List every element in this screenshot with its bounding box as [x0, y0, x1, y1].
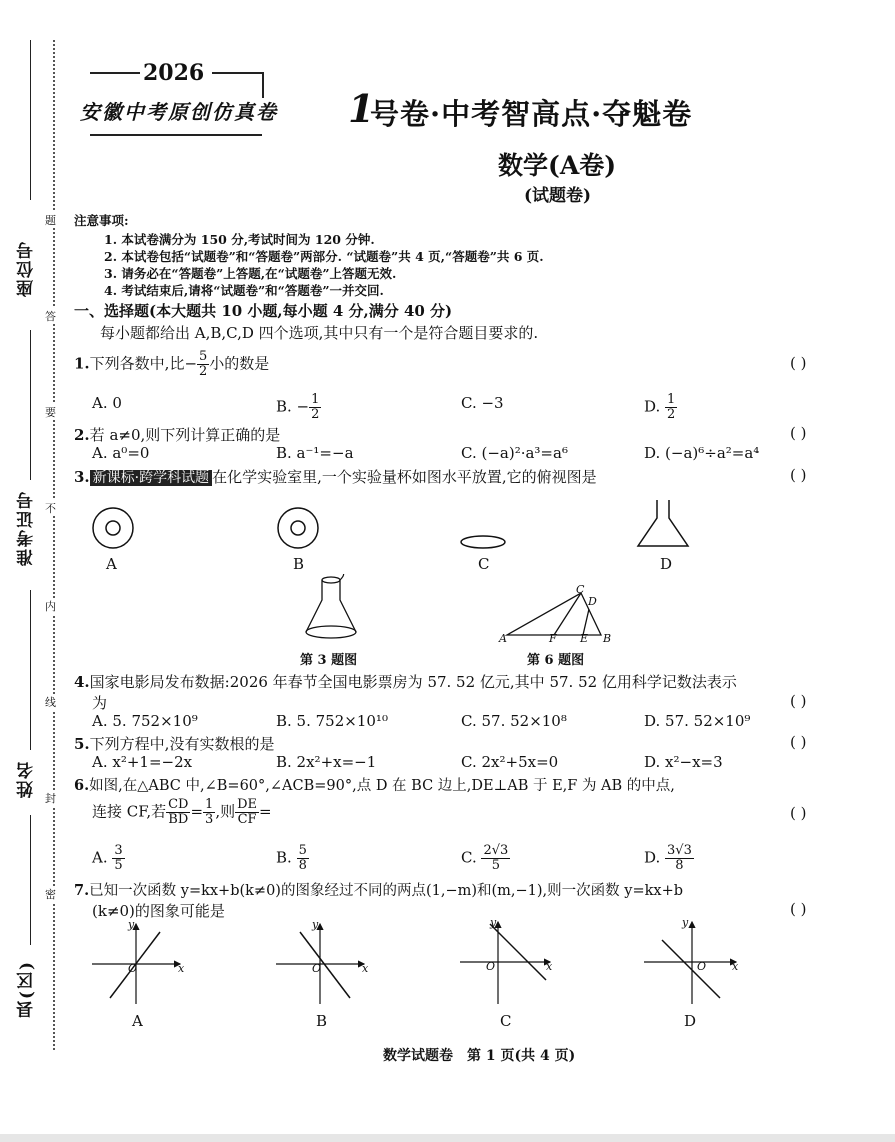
question-6 — [74, 774, 675, 795]
option-c-figure — [461, 536, 505, 548]
question-text: (k≠0)的图象可能是 — [92, 902, 225, 920]
option-c[interactable]: C. 57. 52×10⁸ — [461, 712, 567, 730]
point-label: A — [499, 632, 507, 645]
question-2 — [74, 424, 280, 445]
option-d[interactable]: D. $\frac{1}{2}$ — [644, 392, 676, 422]
page-footer: 数学试题卷 第 1 页(共 4 页) — [383, 1048, 576, 1064]
question-5 — [74, 733, 274, 754]
figure-caption: 第 6 题图 — [527, 653, 585, 668]
question-number: 4. — [74, 673, 90, 691]
answer-paren: ( ) — [790, 692, 807, 710]
answer-paren: ( ) — [790, 900, 807, 918]
axis-y-label: y — [312, 918, 319, 931]
option-c[interactable]: C. 2x²+5x=0 — [461, 753, 559, 771]
axis-x-label: x — [362, 962, 369, 975]
option-a[interactable]: A. x²+1=−2x — [92, 753, 193, 771]
seal-char: 内 — [45, 600, 56, 613]
option-b[interactable]: B. a⁻¹=−a — [276, 444, 354, 462]
option-a[interactable]: A. a⁰=0 — [92, 444, 150, 462]
question-6-line2: 连接 CF,若 $\frac{CD}{BD}$ = $\frac{1}{3}$ ,则 $\frac{DE}{CF}$ = — [92, 797, 272, 827]
question-number: 2. — [74, 426, 90, 444]
option-b-figure — [278, 508, 318, 548]
answer-paren: ( ) — [790, 424, 807, 442]
question-text: 下列各数中,比− — [89, 354, 198, 373]
answer-paren: ( ) — [790, 733, 807, 751]
graph-d — [644, 922, 739, 1004]
notice-item: 3. 请务必在“答题卷”上答题,在“试题卷”上答题无效. — [104, 266, 397, 281]
axis-y-label: y — [128, 918, 135, 931]
bottom-edge — [0, 1134, 895, 1142]
figure-label: C — [500, 1012, 512, 1030]
option-c[interactable]: C. $\frac{2√3}{5}$ — [461, 843, 509, 873]
option-b[interactable]: B. − $\frac{1}{2}$ — [276, 392, 320, 422]
seal-char: 线 — [45, 696, 56, 709]
brand-mark: 1 — [348, 86, 375, 131]
option-c[interactable]: C. −3 — [461, 394, 504, 412]
notice-item: 4. 考试结束后,请将“试题卷”和“答题卷”一并交回. — [104, 283, 384, 298]
answer-paren: ( ) — [790, 804, 807, 822]
seal-char: 密 — [45, 888, 56, 901]
axis-y-label: y — [490, 916, 497, 929]
origin-label: O — [697, 960, 707, 973]
option-c[interactable]: C. (−a)²·a³=a⁶ — [461, 444, 568, 462]
notice-title: 注意事项: — [74, 213, 129, 228]
question-number: 6. — [74, 777, 90, 794]
option-a[interactable]: A. 5. 752×10⁹ — [92, 712, 198, 730]
question-text: 在化学实验室里,一个实验量杯如图水平放置,它的俯视图是 — [212, 468, 597, 486]
question-text: 国家电影局发布数据:2026 年春节全国电影票房为 57. 52 亿元,其中 57. 52 亿用科学记数法表示 — [89, 673, 737, 691]
origin-label: O — [312, 962, 322, 975]
origin-label: O — [128, 962, 138, 975]
figure-label: A — [106, 555, 117, 573]
volume-title: (试题卷) — [524, 186, 592, 206]
figure-label: B — [316, 1012, 328, 1030]
point-label: C — [576, 583, 585, 596]
axis-x-label: x — [546, 960, 553, 973]
figure-label: B — [293, 555, 305, 573]
option-b[interactable]: B. 2x²+x=−1 — [276, 753, 377, 771]
notice-item: 2. 本试卷包括“试题卷”和“答题卷”两部分. “试题卷”共 4 页,“答题卷”共 6 页. — [104, 249, 544, 264]
side-rule — [30, 590, 31, 750]
option-a[interactable]: A. $\frac{3}{5}$ — [92, 843, 123, 873]
question-number: 1. — [74, 354, 90, 373]
exam-no-label: 准考证号 — [17, 490, 37, 566]
axis-x-label: x — [178, 962, 185, 975]
question-text: 已知一次函数 y=kx+b(k≠0)的图象经过不同的两点(1,−m)和(m,−1),则一次函数 y=kx+b — [89, 883, 684, 899]
axis-x-label: x — [732, 960, 739, 973]
graph-c — [460, 922, 553, 1004]
exam-year: 2026 — [143, 60, 205, 86]
option-a-figure — [93, 508, 133, 548]
answer-paren: ( ) — [790, 354, 807, 372]
option-d-figure — [638, 500, 688, 546]
point-label: B — [603, 632, 612, 645]
county-label: 县(区) — [17, 960, 37, 1019]
notice-item: 1. 本试卷满分为 150 分,考试时间为 120 分钟. — [104, 232, 375, 247]
question-tag: 新课标·跨学科试题 — [90, 470, 212, 486]
question-number: 3. — [74, 468, 90, 486]
section-title: 一、选择题(本大题共 10 小题,每小题 4 分,满分 40 分) — [74, 302, 453, 320]
option-d[interactable]: D. (−a)⁶÷a²=a⁴ — [644, 444, 760, 462]
q3-options-figures — [80, 500, 860, 570]
option-d[interactable]: D. x²−x=3 — [644, 753, 723, 771]
fraction: $\frac{5}{2}$ — [199, 349, 208, 379]
option-b[interactable]: B. $\frac{5}{8}$ — [276, 843, 307, 873]
q7-graphs — [88, 918, 868, 1010]
question-text: 为 — [92, 694, 108, 712]
point-label: D — [588, 595, 597, 608]
answer-paren: ( ) — [790, 466, 807, 484]
side-rule — [30, 815, 31, 945]
seal-char: 要 — [45, 406, 56, 419]
question-1 — [74, 350, 269, 379]
seat-label: 座位号 — [17, 240, 37, 297]
figure-label: D — [660, 555, 673, 573]
seal-char: 不 — [45, 502, 56, 515]
question-4 — [74, 671, 737, 692]
question-text: 小的数是 — [209, 354, 270, 373]
seal-char: 答 — [45, 310, 56, 323]
question-text: 下列方程中,没有实数根的是 — [89, 735, 275, 753]
figure-label: C — [478, 555, 490, 573]
name-label: 姓名 — [17, 760, 37, 798]
seal-char: 封 — [45, 792, 56, 805]
option-d[interactable]: D. 57. 52×10⁹ — [644, 712, 751, 730]
question-7 — [74, 879, 683, 900]
beaker-figure — [300, 574, 370, 646]
axis-y-label: y — [682, 916, 689, 929]
side-rule — [30, 330, 31, 480]
series-title: 安徽中考原创仿真卷 — [80, 100, 278, 124]
question-text: 若 a≠0,则下列计算正确的是 — [89, 426, 281, 444]
option-b[interactable]: B. 5. 752×10¹⁰ — [276, 712, 388, 730]
option-d[interactable]: D. $\frac{3√3}{8}$ — [644, 843, 692, 873]
brand-title: 号卷·中考智高点·夺魁卷 — [370, 97, 693, 131]
side-rule — [30, 40, 31, 200]
rule — [212, 72, 262, 74]
triangle-figure — [495, 583, 620, 648]
seal-char: 题 — [45, 214, 56, 227]
question-3 — [74, 466, 597, 487]
figure-caption: 第 3 题图 — [300, 653, 358, 668]
question-number: 7. — [74, 882, 90, 899]
rule — [262, 72, 264, 98]
point-label: E — [580, 632, 589, 645]
section-desc: 每小题都给出 A,B,C,D 四个选项,其中只有一个是符合题目要求的. — [100, 324, 539, 342]
rule — [90, 134, 262, 136]
origin-label: O — [486, 960, 496, 973]
question-text: 如图,在△ABC 中,∠B=60°,∠ACB=90°,点 D 在 BC 边上,DE⊥AB 于 E,F 为 AB 的中点, — [89, 778, 675, 794]
figure-label: D — [684, 1012, 697, 1030]
point-label: F — [549, 632, 557, 645]
rule — [90, 72, 140, 74]
option-a[interactable]: A. 0 — [92, 394, 122, 412]
figure-label: A — [132, 1012, 143, 1030]
question-number: 5. — [74, 735, 90, 753]
subject-title: 数学(A卷) — [498, 151, 617, 180]
